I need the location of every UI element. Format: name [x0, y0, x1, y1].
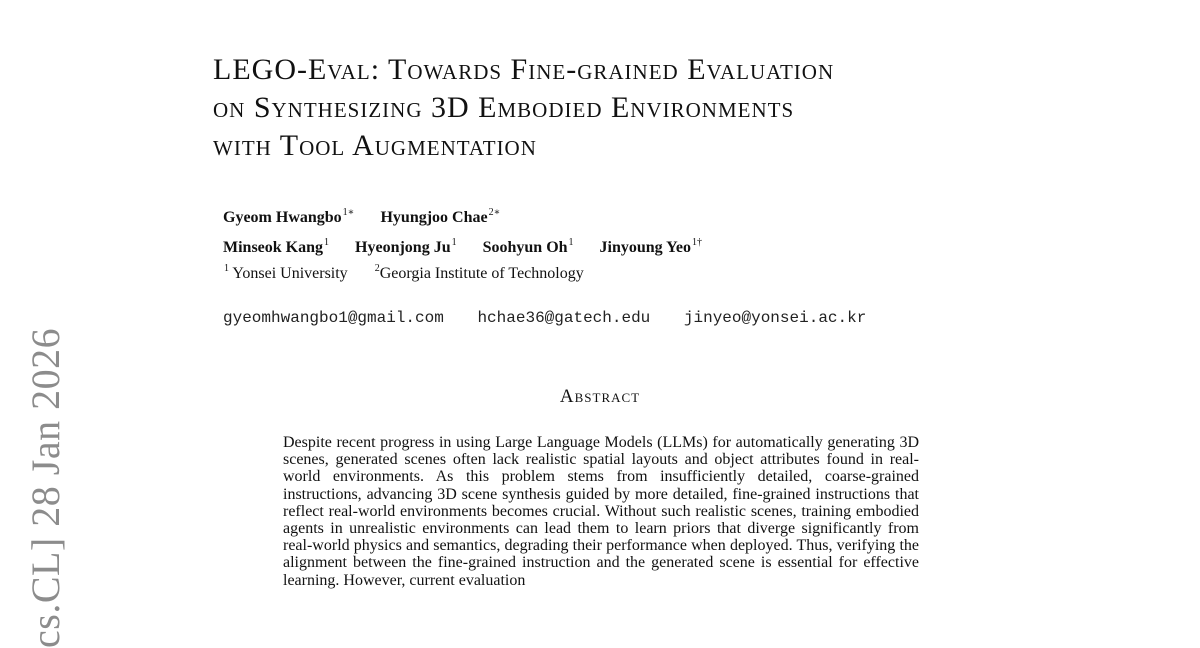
- author-emails: [223, 309, 890, 327]
- author: Hyeonjong Ju$^1$: [355, 237, 457, 256]
- author: Jinyoung Yeo$^{1\dagger}$: [599, 237, 702, 256]
- abstract-body: Despite recent progress in using Large Language Models (LLMs) for automatically generating 3D scenes, generated scenes often lack realistic spatial layouts and object attributes found in real-world environments. As this problem stems from insufficiently detailed, coarse-grained instructions, advancing 3D scene synthesis guided by more detailed, fine-grained instructions that reflect real-world environments becomes crucial. Without such realistic scenes, training embodied agents in unrealistic environments can lead them to learn priors that diverge significantly from real-world physics and semantics, degrading their performance when deployed. Thus, verifying the alignment between the fine-grained instruction and the generated scene is essential for effective learning. However, current evaluation: [283, 434, 919, 589]
- email-link[interactable]: hchae36@gatech.edu: [477, 309, 651, 327]
- affiliation: $^1$ Yonsei University: [224, 263, 348, 282]
- title-line-1: LEGO-Eval: Towards Fine-grained Evaluation: [213, 53, 835, 86]
- email-link[interactable]: gyeomhwangbo1@gmail.com: [223, 309, 444, 327]
- author: Gyeom Hwangbo$^{1∗}$: [223, 207, 355, 226]
- title-line-3: with Tool Augmentation: [213, 129, 537, 162]
- email-link[interactable]: jinyeo@yonsei.ac.kr: [683, 309, 867, 327]
- author-list: [223, 201, 724, 261]
- abstract-heading: Abstract: [559, 386, 641, 407]
- affiliation: $^2$Georgia Institute of Technology: [374, 263, 584, 282]
- author: Soohyun Oh$^1$: [482, 237, 574, 256]
- author: Minseok Kang$^1$: [223, 237, 330, 256]
- arxiv-side-stamp: cs.CL] 28 Jan 2026: [23, 327, 68, 648]
- paper-title: [213, 51, 993, 165]
- author: Hyungjoo Chae$^{2∗}$: [380, 207, 501, 226]
- affiliations: [223, 263, 606, 283]
- author-row-1: [223, 201, 724, 231]
- author-row-2: [223, 231, 724, 261]
- title-line-2: on Synthesizing 3D Embodied Environments: [213, 91, 795, 124]
